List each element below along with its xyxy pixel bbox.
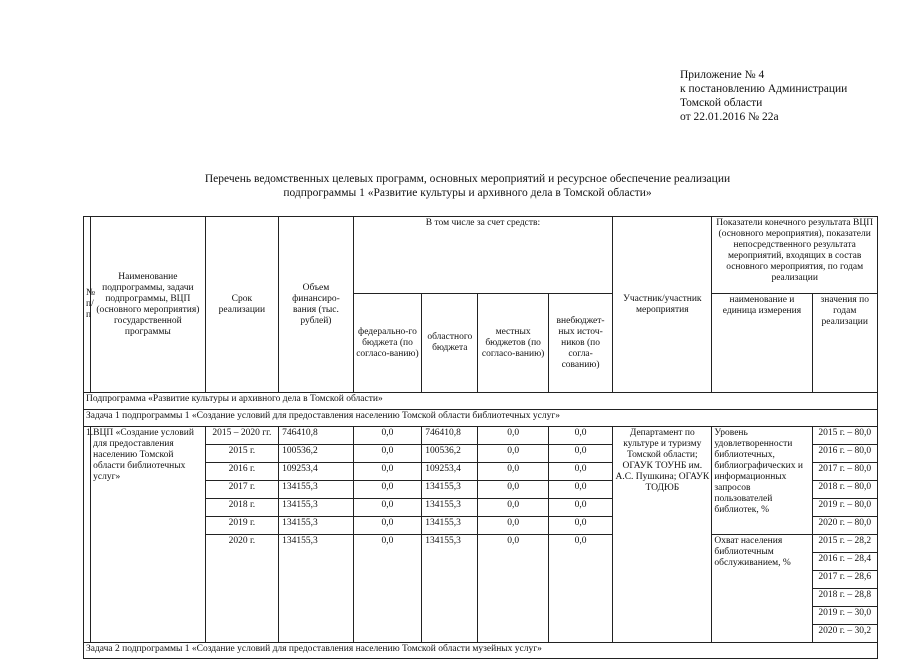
attachment-line: Приложение № 4 [680, 69, 765, 81]
row-volume: 134155,3 [279, 481, 354, 499]
row-regional: 100536,2 [422, 445, 478, 463]
row-extra: 0,0 [548, 445, 612, 463]
attachment-block [680, 68, 847, 124]
row-extra: 0,0 [548, 427, 612, 445]
row-extra: 0,0 [548, 499, 612, 517]
subprogram-title: Подпрограмма «Развитие культуры и архивного дела в Томской области» [84, 393, 878, 410]
indicator2-value: 2016 г. – 28,4 [812, 553, 878, 571]
row-extra: 0,0 [548, 463, 612, 481]
indicator1-value: 2016 г. – 80,0 [812, 445, 878, 463]
attachment-line: Томской области [680, 97, 763, 109]
header-name: Наименование подпрограммы, задачи подпрограммы, ВЦП (основного мероприятия) государственной программы [91, 217, 205, 393]
row-regional: 109253,4 [422, 463, 478, 481]
subprogram-row [84, 393, 878, 410]
indicator1-value: 2018 г. – 80,0 [812, 481, 878, 499]
row-local: 0,0 [478, 499, 549, 517]
row-federal: 0,0 [353, 535, 421, 643]
row-period: 2017 г. [205, 481, 279, 499]
indicator2-value: 2019 г. – 30,0 [812, 607, 878, 625]
task1-title: Задача 1 подпрограммы 1 «Создание условий для предоставления населению Томской области библиотечных услуг» [84, 410, 878, 427]
row-regional: 134155,3 [422, 517, 478, 535]
row-federal: 0,0 [353, 427, 421, 445]
indicator2-value: 2015 г. – 28,2 [812, 535, 878, 553]
row-extra: 0,0 [548, 517, 612, 535]
header-ind-values: значения по годам реализации [812, 294, 878, 393]
row-federal: 0,0 [353, 499, 421, 517]
attachment-line: к постановлению Администрации [680, 83, 848, 95]
header-indicators: Показатели конечного результата ВЦП (основного мероприятия), показатели непосредственного результата мероприятий, входящих в состав основного мероприятия, по годам реализации [712, 217, 878, 294]
header-row-1 [84, 217, 878, 294]
title-line-2: подпрограммы 1 «Развитие культуры и архивного дела в Томской области» [283, 187, 652, 199]
task2-title: Задача 2 подпрограммы 1 «Создание условий для предоставления населению Томской области музейных услуг» [84, 643, 878, 659]
row-volume: 746410,8 [279, 427, 354, 445]
row-extra: 0,0 [548, 481, 612, 499]
task2-row [84, 643, 878, 659]
header-participant: Участник/участник мероприятия [613, 217, 712, 393]
header-num: № п/п [84, 217, 91, 393]
row-local: 0,0 [478, 517, 549, 535]
row-local: 0,0 [478, 481, 549, 499]
row-local: 0,0 [478, 427, 549, 445]
task1-row [84, 410, 878, 427]
indicator1-value: 2017 г. – 80,0 [812, 463, 878, 481]
row-period: 2019 г. [205, 517, 279, 535]
header-local: местных бюджетов (по согласо-ванию) [478, 294, 549, 393]
row-federal: 0,0 [353, 445, 421, 463]
row-local: 0,0 [478, 463, 549, 481]
row-volume: 100536,2 [279, 445, 354, 463]
header-volume: Объем финансиро-вания (тыс. рублей) [279, 217, 354, 393]
attachment-line: от 22.01.2016 № 22а [680, 111, 779, 123]
row-local: 0,0 [478, 535, 549, 643]
indicator2-value: 2017 г. – 28,6 [812, 571, 878, 589]
row-volume: 109253,4 [279, 463, 354, 481]
program-row [84, 427, 878, 445]
row-period: 2020 г. [205, 535, 279, 643]
header-federal: федерально-го бюджета (по согласо-ванию) [353, 294, 421, 393]
row-regional: 134155,3 [422, 499, 478, 517]
row-period: 2015 г. [205, 445, 279, 463]
row-volume: 134155,3 [279, 517, 354, 535]
indicator2-value: 2018 г. – 28,8 [812, 589, 878, 607]
row-federal: 0,0 [353, 481, 421, 499]
row-local: 0,0 [478, 445, 549, 463]
title-line-1: Перечень ведомственных целевых программ, основных мероприятий и ресурсное обеспечение реализации [204, 173, 731, 185]
row-federal: 0,0 [353, 463, 421, 481]
document-title [90, 172, 845, 200]
program-num: 1. [84, 427, 91, 643]
row-extra: 0,0 [548, 535, 612, 643]
row-volume: 134155,3 [279, 535, 354, 643]
indicator1-value: 2020 г. – 80,0 [812, 517, 878, 535]
row-volume: 134155,3 [279, 499, 354, 517]
program-participant: Департамент по культуре и туризму Томской области; ОГАУК ТОУНБ им. А.С. Пушкина; ОГАУК ТОДЮБ [613, 427, 712, 643]
header-period: Срок реализации [205, 217, 279, 393]
header-regional: областного бюджета [422, 294, 478, 393]
row-period: 2015 – 2020 гг. [205, 427, 279, 445]
header-ind-name: наименование и единица измерения [712, 294, 812, 393]
program-table [83, 216, 878, 659]
program-name: ВЦП «Создание условий для предоставления населению Томской области библиотечных услуг» [91, 427, 205, 643]
indicator1-value: 2015 г. – 80,0 [812, 427, 878, 445]
indicator2-value: 2020 г. – 30,2 [812, 625, 878, 643]
row-regional: 134155,3 [422, 535, 478, 643]
row-period: 2016 г. [205, 463, 279, 481]
row-federal: 0,0 [353, 517, 421, 535]
row-period: 2018 г. [205, 499, 279, 517]
row-regional: 134155,3 [422, 481, 478, 499]
indicator1-name: Уровень удовлетворенности библиотечных, библиографических и информационных запросов пользователей библиотек, % [712, 427, 812, 535]
indicator1-value: 2019 г. – 80,0 [812, 499, 878, 517]
header-including: В том числе за счет средств: [353, 217, 613, 294]
indicator2-name: Охват населения библиотечным обслуживанием, % [712, 535, 812, 643]
header-extra: внебюджет-ных источ-ников (по согла-сованию) [548, 294, 612, 393]
row-regional: 746410,8 [422, 427, 478, 445]
